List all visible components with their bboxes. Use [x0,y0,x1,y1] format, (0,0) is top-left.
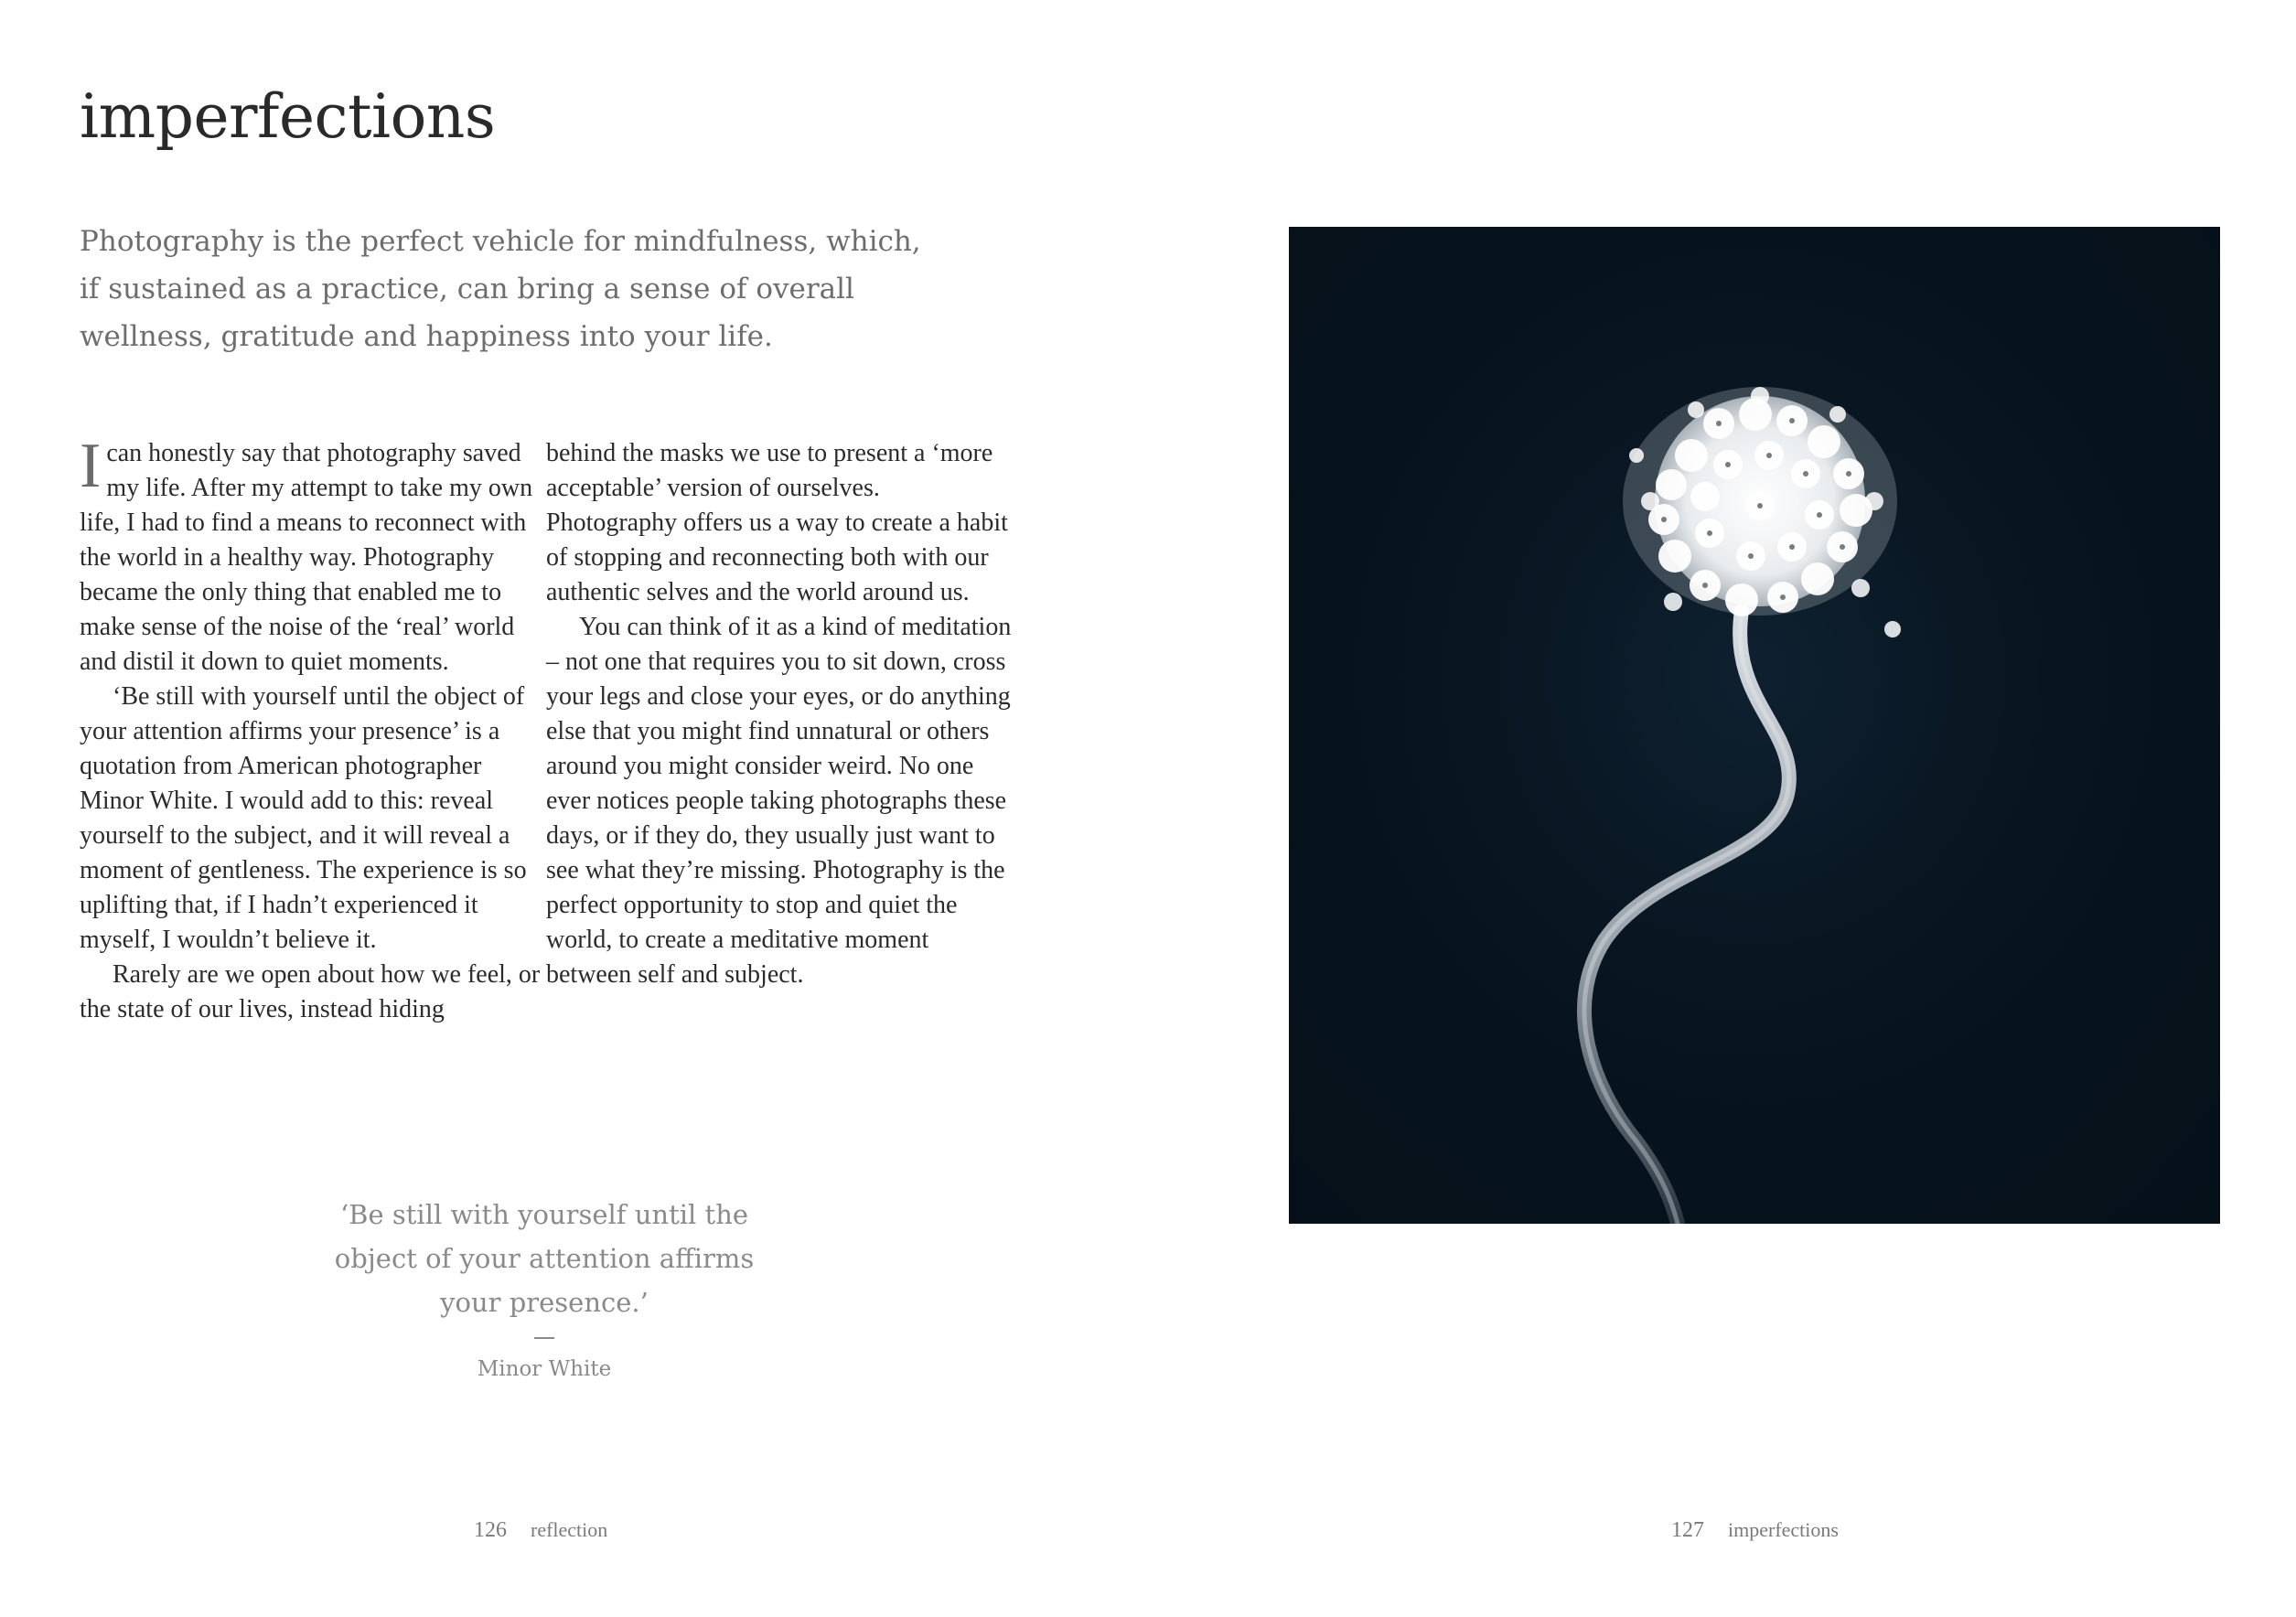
body-paragraph: ‘Be still with yourself until the object of your attention affirms your presence’ is a quotation from American photographer Minor White. I would add to this: reveal yourself to the subject, and it will reveal a moment of gentleness. The experience is so uplifting that, if I hadn’t experienced it myself, I wouldn’t believe it. [80,682,527,954]
quote-divider [534,1337,554,1339]
body-paragraph: behind the masks we use to present a ‘more acceptable’ version of ourselves. Photography offers us a way to create a habit of stopping and reconnecting both with our authentic selves and the world around us. [546,439,1008,606]
page-footer-left [474,1518,607,1543]
body-paragraph-text: can honestly say that photography saved my life. After my attempt to take my own life, I had to find a means to reconnect with the world in a healthy way. Photography became the only thing that enabled me to make sense of the noise of the ‘real’ world and distil it down to quiet moments. [80,439,533,676]
pull-quote-text: ‘Be still with yourself until the object of your attention affirms your presence.’ [334,1199,755,1318]
pull-quote [302,1193,787,1383]
page-footer-right [1671,1518,1839,1543]
intro-paragraph: Photography is the perfect vehicle for mindfulness, which, if sustained as a practice, can bring a sense of overall wellness, gratitude and happiness into your life. [80,225,921,353]
body-paragraph [80,431,546,680]
running-section-label: reflection [531,1518,608,1541]
body-columns [80,431,1013,1027]
running-section-label: imperfections [1728,1518,1839,1541]
body-column-1 [80,431,546,1027]
body-paragraph: You can think of it as a kind of meditation – not one that requires you to sit down, cross your legs and close your eyes, or do anything else that you might find unnatural or others around you might consider weird. No one ever notices people taking photographs these days, or if they do, they usually just want to see what they’re missing. Photography is the perfect opportunity to stop and quiet the world, to create a meditative moment between self and subject. [546,613,1012,989]
page-number: 127 [1671,1518,1704,1542]
drop-cap: I [80,431,102,501]
page-number: 126 [474,1518,507,1542]
flower-photograph [1289,227,2220,1224]
right-page [1148,0,2296,1617]
pull-quote-attribution: Minor White [477,1357,612,1381]
body-column-2 [546,436,1013,1027]
body-paragraph: Rarely are we open about how we feel, or the state of our lives, instead hiding [80,960,541,1023]
allium-flower-image [1289,227,2220,1224]
chapter-title: imperfections [80,81,496,152]
